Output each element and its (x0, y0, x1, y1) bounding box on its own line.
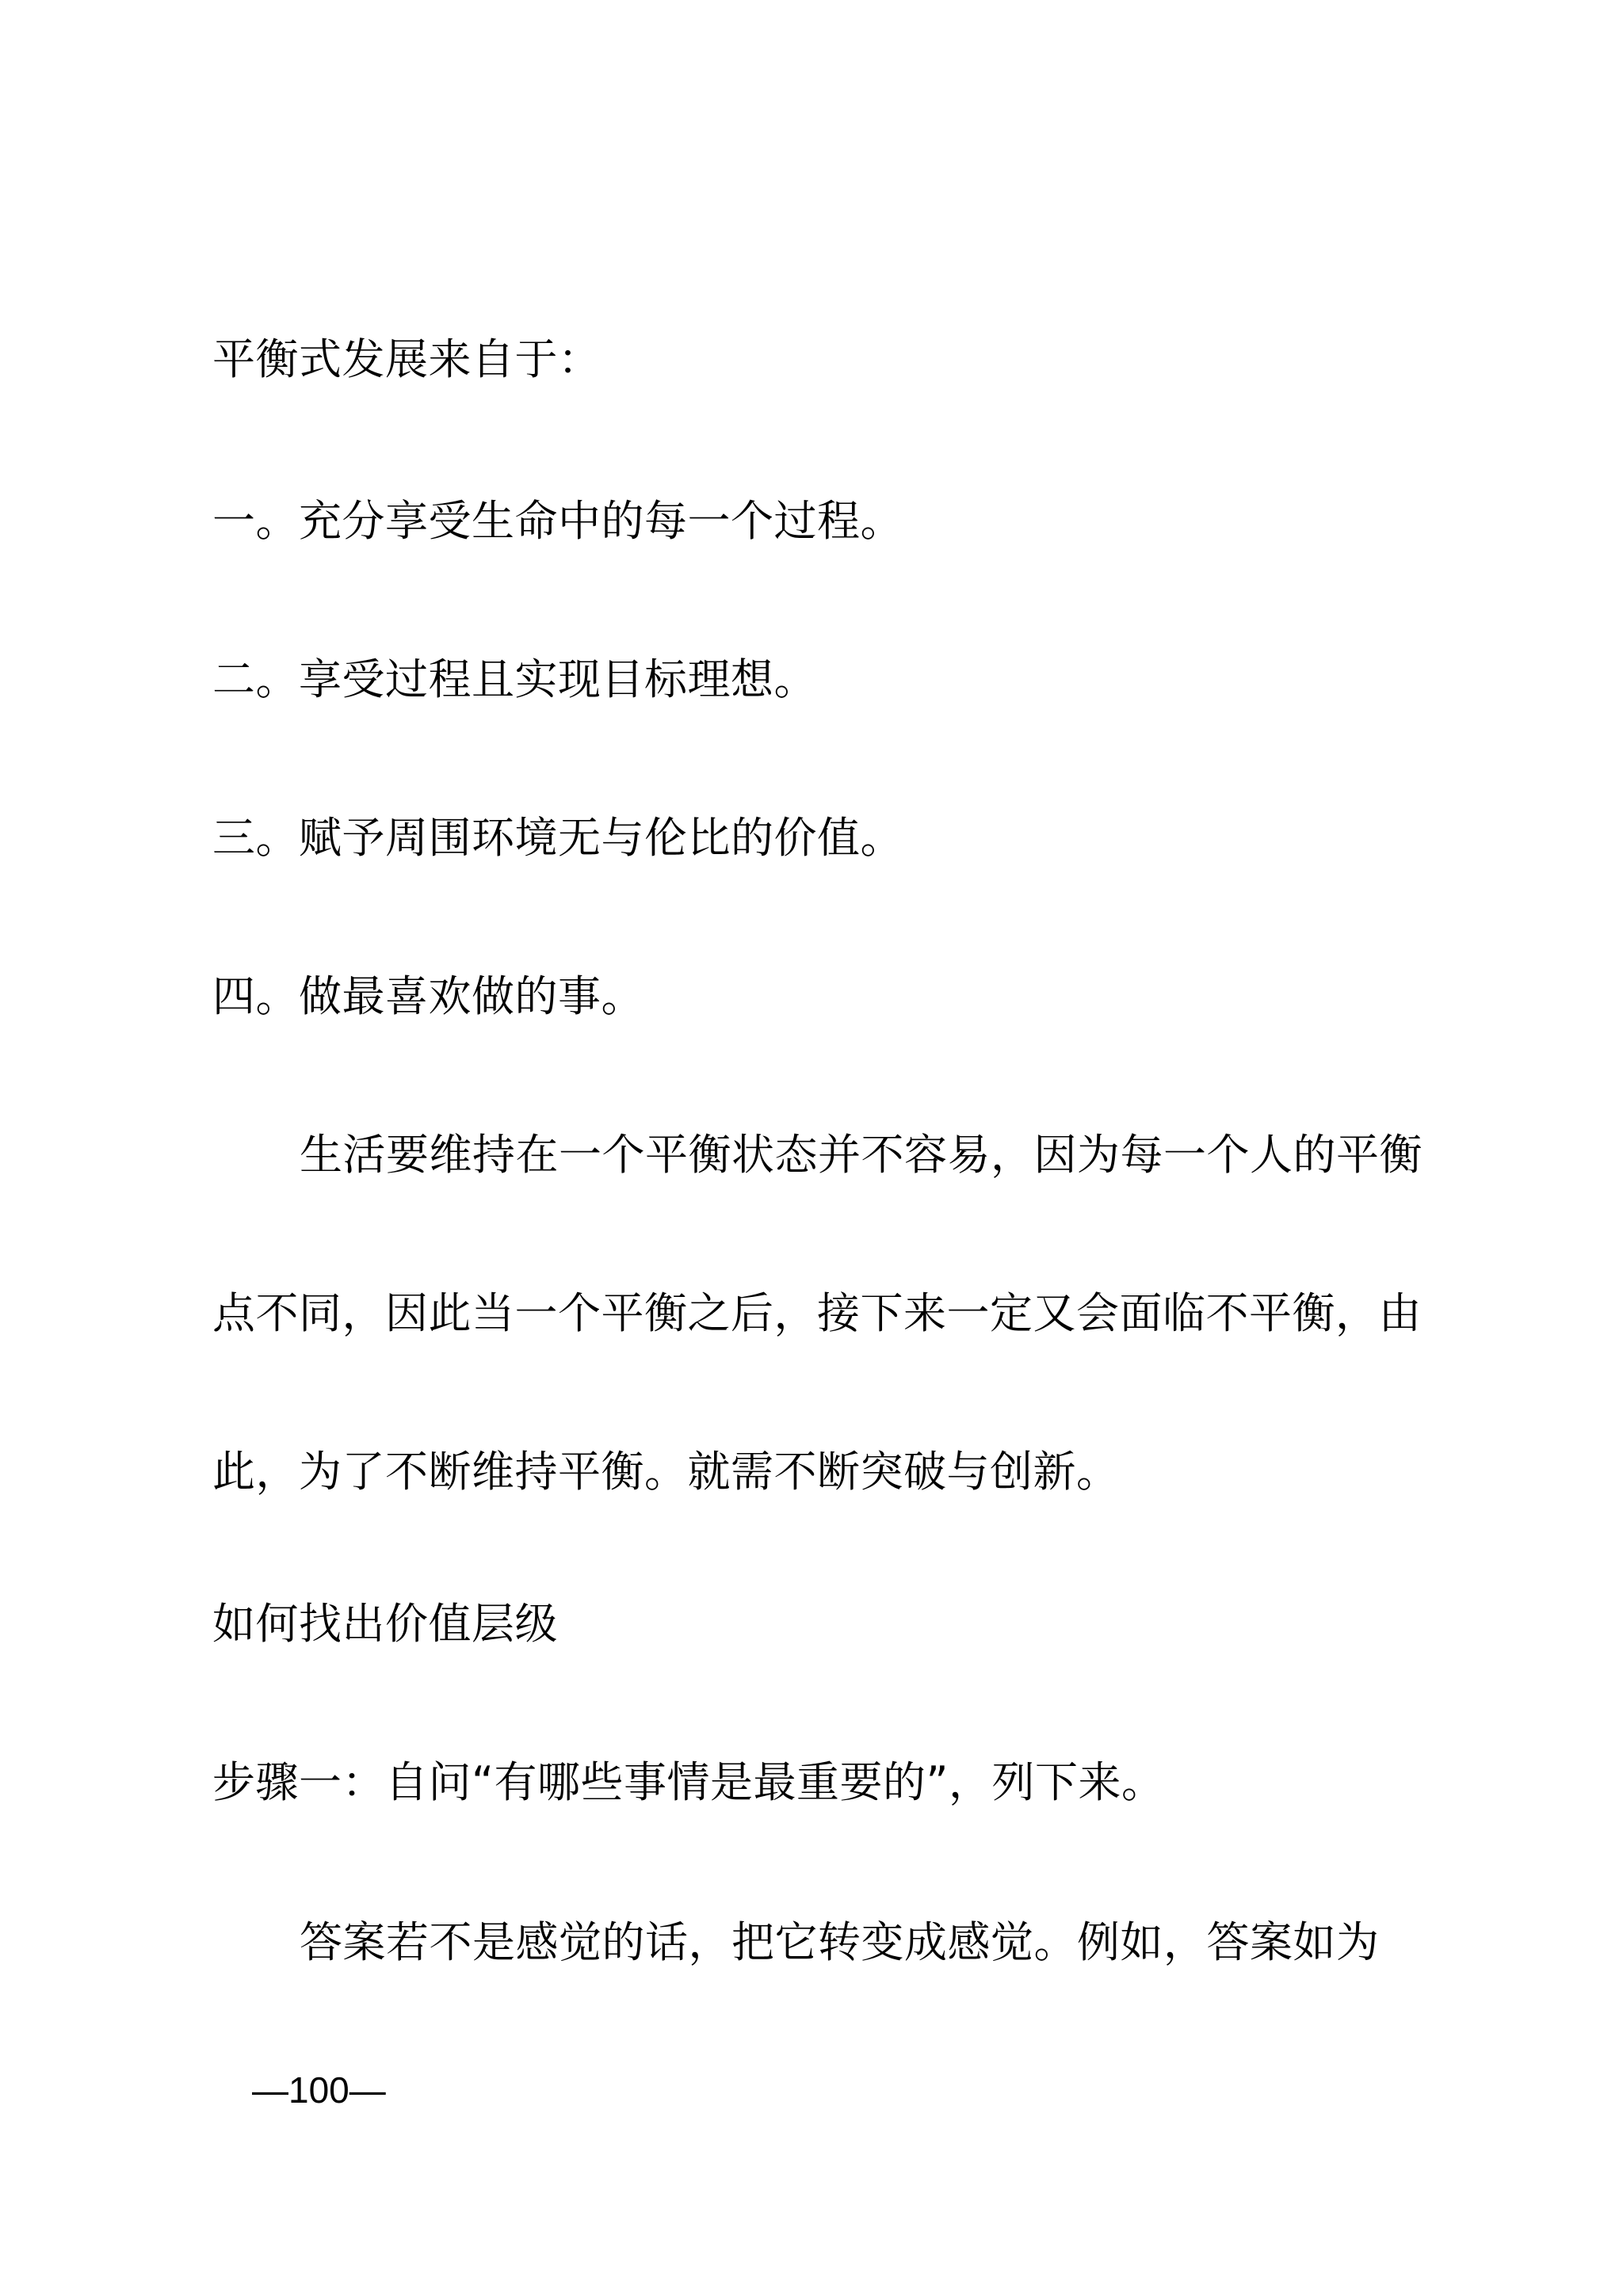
section-title: 如何找出价值层级 (212, 1599, 558, 1649)
point-2: 二。享受过程且实现目标理想。 (212, 654, 817, 704)
paragraph-1-line-3: 此，为了不断维持平衡。就需不断突破与创新。 (212, 1447, 1120, 1497)
paragraph-1-line-1: 生活要维持在一个平衡状态并不容易，因为每一个人的平衡 (300, 1130, 1423, 1180)
point-4: 四。做最喜欢做的事。 (212, 971, 644, 1021)
step-1: 步骤一：自问“有哪些事情是最重要的”，列下来。 (212, 1757, 1165, 1807)
paragraph-2-line-1: 答案若不是感觉的话，把它转变成感觉。例如，答案如为 (300, 1917, 1380, 1967)
heading: 平衡式发展来自于： (212, 334, 601, 384)
point-1: 一。充分享受生命中的每一个过程。 (212, 496, 903, 546)
point-3: 三。赋予周围环境无与伦比的价值。 (212, 813, 903, 863)
page-number: —100— (252, 2069, 386, 2111)
paragraph-1-line-2: 点不同，因此当一个平衡之后，接下来一定又会面临不平衡，由 (212, 1288, 1422, 1338)
